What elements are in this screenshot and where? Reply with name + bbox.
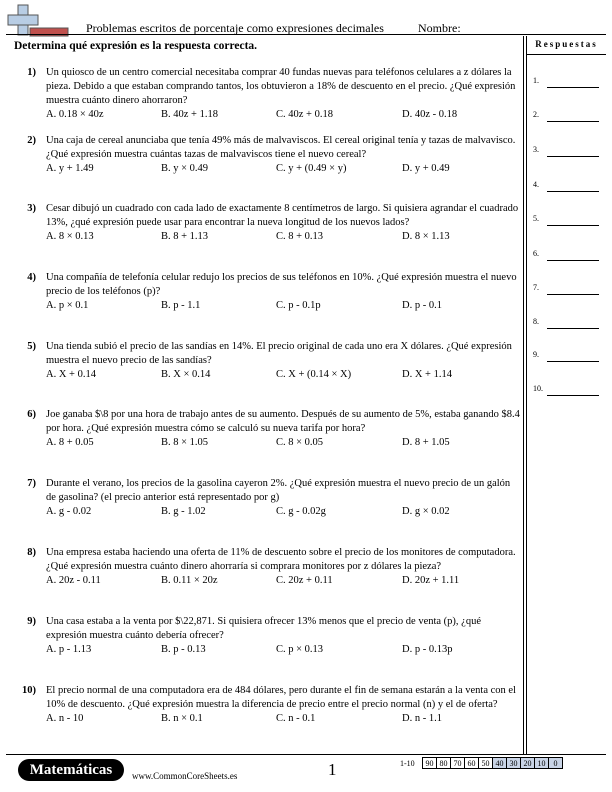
option-b: B. p - 1.1 (161, 300, 201, 311)
option-b: B. 0.11 × 20z (161, 575, 218, 586)
option-a: A. 8 + 0.05 (46, 437, 94, 448)
answers-divider-inner (526, 36, 527, 754)
answers-title-underline (527, 54, 606, 55)
question-5 (14, 340, 520, 382)
answer-label: 8. (533, 317, 539, 326)
brand-badge: Matemáticas (18, 759, 124, 781)
answer-blank[interactable] (533, 384, 599, 396)
answer-label: 5. (533, 214, 539, 223)
option-a: A. 8 × 0.13 (46, 231, 94, 242)
answer-blank[interactable] (533, 317, 599, 329)
question-1 (14, 66, 520, 122)
question-8 (14, 546, 520, 588)
answer-label: 9. (533, 350, 539, 359)
option-a: A. y + 1.49 (46, 163, 94, 174)
answers-title: Respuestas (535, 39, 598, 49)
option-b: B. X × 0.14 (161, 369, 211, 380)
option-a: A. n - 10 (46, 713, 84, 724)
answer-label: 1. (533, 76, 539, 85)
answer-blank[interactable] (533, 214, 599, 226)
option-c: C. 8 × 0.05 (276, 437, 324, 448)
option-d: D. g × 0.02 (402, 506, 450, 517)
option-c: C. p - 0.1p (276, 300, 321, 311)
score-table (422, 757, 563, 769)
answer-label: 3. (533, 145, 539, 154)
answer-blank[interactable] (533, 283, 599, 295)
option-d: D. 8 + 1.05 (402, 437, 450, 448)
option-c: C. 8 + 0.13 (276, 231, 324, 242)
option-d: D. p - 0.13p (402, 644, 453, 655)
instructions: Determina qué expresión es la respuesta correcta. (14, 40, 258, 52)
option-b: B. 8 × 1.05 (161, 437, 209, 448)
option-c: C. y + (0.49 × y) (276, 163, 347, 174)
option-b: B. p - 0.13 (161, 644, 206, 655)
answer-blank[interactable] (533, 76, 599, 88)
question-text: Una empresa estaba haciendo una oferta de 11% de descuento sobre el precio de los monitores de computadora. ¿Qué expresión muestra cuánto dinero ahorraría si comprara monitores por z dólares la pieza? (46, 547, 516, 572)
question-text: Una caja de cereal anunciaba que tenía 49% más de malvaviscos. El cereal original tenía y tazas de malvavisco. ¿Qué expresión muestra cuántas tazas de malvaviscos tiene el nuevo cereal? (46, 135, 516, 160)
score-range-label: 1-10 (400, 759, 415, 768)
score-cell: 70 (451, 758, 465, 769)
question-text: El precio normal de una computadora era de 484 dólares, pero durante el fin de semana estarán a la venta con el 10% de descuento. ¿Qué expresión muestra la diferencia de precio entre el precio normal (n) y el de oferta? (46, 685, 516, 710)
option-d: D. 40z - 0.18 (402, 109, 458, 120)
option-c: C. n - 0.1 (276, 713, 316, 724)
question-2 (14, 134, 520, 176)
question-number: 2) (27, 135, 36, 146)
answer-label: 4. (533, 180, 539, 189)
footer-divider (6, 754, 606, 755)
question-text: Una compañía de telefonía celular redujo los precios de sus teléfonos en 10%. ¿Qué expresión muestra el nuevo precio de los teléfonos (p)? (46, 272, 517, 297)
question-7 (14, 477, 520, 519)
option-b: B. g - 1.02 (161, 506, 206, 517)
option-d: D. X + 1.14 (402, 369, 452, 380)
option-b: B. 8 + 1.13 (161, 231, 209, 242)
website-link[interactable]: www.CommonCoreSheets.es (132, 771, 238, 781)
question-text: Cesar dibujó un cuadrado con cada lado de exactamente 8 centímetros de largo. Si quisiera agrandar el cuadrado 13%, ¿qué expresión puede usar para encontrar la nueva longitud de los nuevos lados? (46, 203, 519, 228)
option-c: C. 20z + 0.11 (276, 575, 333, 586)
option-c: C. X + (0.14 × X) (276, 369, 352, 380)
question-number: 3) (27, 203, 36, 214)
name-label: Nombre: (418, 21, 461, 35)
question-number: 1) (27, 67, 36, 78)
option-a: A. p - 1.13 (46, 644, 92, 655)
score-cell: 40 (493, 758, 507, 769)
option-a: A. g - 0.02 (46, 506, 92, 517)
option-d: D. 8 × 1.13 (402, 231, 450, 242)
option-d: D. n - 1.1 (402, 713, 442, 724)
score-cell: 0 (549, 758, 563, 769)
option-d: D. y + 0.49 (402, 163, 450, 174)
question-6 (14, 408, 520, 450)
score-cell: 10 (535, 758, 549, 769)
score-cell: 50 (479, 758, 493, 769)
question-number: 7) (27, 478, 36, 489)
option-a: A. 20z - 0.11 (46, 575, 101, 586)
option-d: D. 20z + 1.11 (402, 575, 460, 586)
question-3 (14, 202, 520, 244)
option-b: B. y × 0.49 (161, 163, 209, 174)
question-4 (14, 271, 520, 313)
question-10 (14, 684, 520, 726)
score-cell: 80 (437, 758, 451, 769)
question-number: 4) (27, 272, 36, 283)
question-text: Joe ganaba $\8 por una hora de trabajo antes de su aumento. Después de su aumento de 5%, estaba ganando $8.4 por hora. ¿Qué expresión muestra cómo se calculó su nueva tarifa por hora? (46, 409, 520, 434)
answer-label: 7. (533, 283, 539, 292)
option-b: B. n × 0.1 (161, 713, 203, 724)
option-c: C. 40z + 0.18 (276, 109, 333, 120)
answer-label: 10. (533, 384, 543, 393)
answer-blank[interactable] (533, 180, 599, 192)
score-cell: 60 (465, 758, 479, 769)
question-9 (14, 615, 520, 657)
answer-blank[interactable] (533, 110, 599, 122)
score-cell: 90 (423, 758, 437, 769)
page-number: 1 (328, 760, 337, 779)
question-number: 5) (27, 341, 36, 352)
option-a: A. p × 0.1 (46, 300, 89, 311)
option-b: B. 40z + 1.18 (161, 109, 218, 120)
answer-label: 2. (533, 110, 539, 119)
question-text: Una casa estaba a la venta por $\22,871. Si quisiera ofrecer 13% menos que el precio de venta (p), ¿qué expresión muestra cuánto debería ofrecer? (46, 616, 481, 641)
question-number: 8) (27, 547, 36, 558)
answer-blank[interactable] (533, 249, 599, 261)
score-cell: 20 (521, 758, 535, 769)
header-divider (6, 34, 606, 35)
option-a: A. 0.18 × 40z (46, 109, 104, 120)
question-text: Un quiosco de un centro comercial necesitaba comprar 40 fundas nuevas para teléfonos celulares a z dólares la pieza. Debido a que estaban comprando tantos, los obtuvieron a 18% de descuento en el precio. ¿Qué expresión muestra cuánto dinero ahorraron? (46, 67, 516, 106)
score-cell: 30 (507, 758, 521, 769)
answer-blank[interactable] (533, 350, 599, 362)
question-number: 10) (22, 685, 36, 696)
question-text: Una tienda subió el precio de las sandías en 14%. El precio original de cada uno era X dólares. ¿Qué expresión muestra el nuevo precio de las sandías? (46, 341, 512, 366)
option-c: C. p × 0.13 (276, 644, 324, 655)
option-a: A. X + 0.14 (46, 369, 96, 380)
page-title: Problemas escritos de porcentaje como expresiones decimales (86, 21, 384, 35)
answer-label: 6. (533, 249, 539, 258)
question-number: 9) (27, 616, 36, 627)
question-text: Durante el verano, los precios de la gasolina cayeron 2%. ¿Qué expresión muestra el nuevo precio de un galón de gasolina? (el precio anterior está representado por g) (46, 478, 511, 503)
answers-divider (523, 36, 524, 754)
question-number: 6) (27, 409, 36, 420)
option-c: C. g - 0.02g (276, 506, 326, 517)
answer-blank[interactable] (533, 145, 599, 157)
option-d: D. p - 0.1 (402, 300, 442, 311)
